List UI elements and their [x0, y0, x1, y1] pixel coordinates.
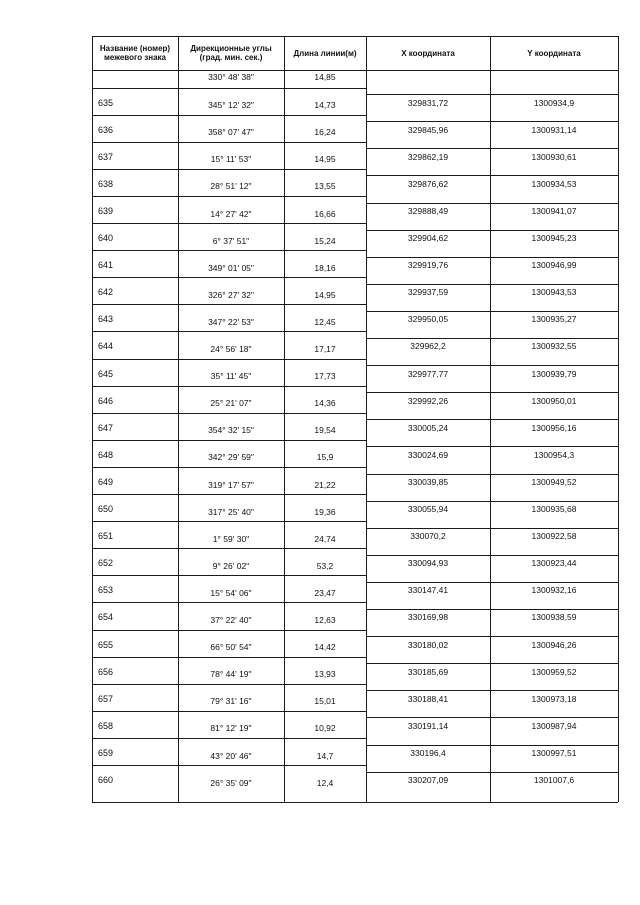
row-divider — [366, 94, 618, 95]
point-name: 640 — [98, 233, 114, 244]
segment-angle: 354° 32' 15" — [208, 425, 254, 436]
row-divider — [92, 738, 366, 739]
table-bottom-border — [92, 802, 618, 803]
point-y: 1300923,44 — [531, 558, 577, 569]
row-divider — [92, 467, 366, 468]
point-x: 329904,62 — [407, 233, 449, 244]
point-y: 1300935,68 — [531, 504, 577, 515]
row-divider — [92, 440, 366, 441]
row-divider — [366, 203, 618, 204]
segment-angle: 78° 44' 19" — [210, 669, 252, 680]
point-name: 647 — [98, 422, 114, 433]
segment-length: 14,36 — [314, 398, 336, 409]
segment-length: 19,54 — [314, 425, 336, 436]
row-divider — [92, 115, 366, 116]
point-y: 1300935,27 — [531, 314, 577, 325]
column-divider — [284, 36, 285, 802]
row-divider — [366, 555, 618, 556]
point-x: 330039,85 — [407, 476, 449, 487]
row-divider — [92, 575, 366, 576]
row-divider — [366, 446, 618, 447]
point-x: 330185,69 — [407, 666, 449, 677]
segment-length: 24,74 — [314, 533, 336, 544]
segment-angle: 358° 07' 47" — [208, 127, 254, 138]
row-divider — [366, 690, 618, 691]
header-angle: Дирекционные углы (град. мин. сек.) — [190, 44, 272, 62]
row-divider — [92, 711, 366, 712]
row-divider — [92, 657, 366, 658]
segment-length: 16,66 — [314, 208, 336, 219]
point-x: 330188,41 — [407, 693, 449, 704]
point-name: 650 — [98, 504, 114, 515]
row-divider — [92, 331, 366, 332]
segment-angle: 37° 22' 40" — [210, 615, 252, 625]
point-y: 1300930,61 — [531, 151, 577, 162]
point-y: 1300938,59 — [531, 612, 577, 623]
segment-angle: 66° 50' 54" — [210, 642, 252, 653]
point-y: 1300932,55 — [531, 341, 577, 352]
row-divider — [92, 196, 366, 197]
row-divider — [92, 169, 366, 170]
row-divider — [92, 359, 366, 360]
row-divider — [92, 494, 366, 495]
row-divider — [366, 284, 618, 285]
column-divider — [618, 36, 619, 802]
column-divider — [178, 36, 179, 802]
point-y: 1300973,18 — [531, 693, 577, 704]
point-name: 654 — [98, 612, 114, 623]
segment-angle: 35° 11' 45" — [210, 371, 252, 382]
point-name: 659 — [98, 747, 114, 758]
point-x: 330196,4 — [410, 747, 446, 758]
point-x: 330005,24 — [407, 422, 449, 433]
point-name: 660 — [98, 775, 114, 786]
segment-length: 14,73 — [314, 100, 336, 111]
header-length: Длина линии(м) — [293, 48, 357, 58]
point-x: 329919,76 — [407, 260, 449, 271]
segment-angle: 15° 11' 53" — [210, 154, 252, 165]
segment-angle: 28° 51' 12" — [210, 181, 252, 192]
point-y: 1301007,6 — [533, 775, 575, 786]
segment-angle: 349° 01' 05" — [208, 262, 254, 273]
segment-length: 13,93 — [314, 669, 336, 680]
point-y: 1300946,26 — [531, 639, 577, 650]
point-name: 643 — [98, 314, 114, 325]
point-name: 652 — [98, 558, 114, 569]
header-name: Название (номер) межевого знака — [99, 44, 171, 62]
point-name: 655 — [98, 639, 114, 650]
segment-length: 16,24 — [314, 127, 336, 138]
point-y: 1300950,01 — [531, 395, 577, 406]
segment-length: 15,9 — [316, 452, 334, 463]
point-x: 329862,19 — [407, 151, 449, 162]
row-divider — [92, 413, 366, 414]
row-divider — [366, 609, 618, 610]
point-name: 642 — [98, 287, 114, 298]
point-y: 1300946,99 — [531, 260, 577, 271]
segment-length: 21,22 — [314, 479, 336, 490]
segment-length: 15,01 — [314, 696, 336, 707]
row-divider — [366, 175, 618, 176]
segment-length: 12,63 — [314, 615, 336, 625]
segment-angle: 326° 27' 32" — [208, 289, 254, 300]
segment-angle: 81° 12' 19" — [210, 723, 252, 734]
row-divider — [366, 528, 618, 529]
point-name: 638 — [98, 178, 114, 189]
point-name: 641 — [98, 260, 114, 271]
point-y: 1300949,52 — [531, 476, 577, 487]
point-x: 330024,69 — [407, 449, 449, 460]
row-divider — [366, 474, 618, 475]
segment-length: 18,16 — [314, 262, 336, 273]
point-name: 637 — [98, 151, 114, 162]
point-y: 1300939,79 — [531, 368, 577, 379]
point-name: 649 — [98, 476, 114, 487]
point-x: 329845,96 — [407, 124, 449, 135]
row-divider — [366, 392, 618, 393]
segment-angle: 25° 21' 07" — [210, 398, 252, 409]
row-divider — [366, 365, 618, 366]
segment-angle: 6° 37' 51" — [212, 235, 250, 246]
header-x: X координата — [401, 48, 455, 58]
segment-angle: 9° 26' 02" — [212, 560, 250, 571]
point-y: 1300934,53 — [531, 178, 577, 189]
point-y: 1300997,51 — [531, 747, 577, 758]
row-divider — [366, 257, 618, 258]
row-divider — [92, 142, 366, 143]
point-y: 1300956,16 — [531, 422, 577, 433]
point-y: 1300941,07 — [531, 205, 577, 216]
point-name: 646 — [98, 395, 114, 406]
point-name: 648 — [98, 449, 114, 460]
row-divider — [92, 277, 366, 278]
point-y: 1300945,23 — [531, 233, 577, 244]
point-y: 1300931,14 — [531, 124, 577, 135]
row-divider — [92, 304, 366, 305]
row-divider — [366, 745, 618, 746]
row-divider — [92, 250, 366, 251]
point-name: 658 — [98, 720, 114, 731]
column-divider — [92, 36, 93, 802]
point-x: 329888,49 — [407, 205, 449, 216]
point-name: 657 — [98, 693, 114, 704]
point-x: 329831,72 — [407, 97, 449, 108]
point-x: 329977,77 — [407, 368, 449, 379]
row-divider — [92, 630, 366, 631]
segment-length: 17,17 — [314, 344, 336, 354]
row-divider — [92, 684, 366, 685]
point-x: 330070,2 — [410, 531, 446, 542]
segment-length: 10,92 — [314, 723, 336, 734]
point-y: 1300987,94 — [531, 720, 577, 731]
point-y: 1300954,3 — [533, 449, 575, 460]
segment-length: 23,47 — [314, 587, 336, 598]
segment-angle: 1° 59' 30" — [212, 533, 250, 544]
row-divider — [366, 582, 618, 583]
row-divider — [366, 148, 618, 149]
row-divider — [366, 636, 618, 637]
segment-angle: 26° 35' 09" — [210, 777, 252, 788]
segment-length: 12,4 — [316, 777, 334, 788]
point-y: 1300932,16 — [531, 585, 577, 596]
point-x: 329876,62 — [407, 178, 449, 189]
point-x: 330180,02 — [407, 639, 449, 650]
segment-length: 14,7 — [316, 750, 334, 761]
row-divider — [366, 772, 618, 773]
row-divider — [366, 121, 618, 122]
segment-angle: 14° 27' 42" — [210, 208, 252, 219]
row-divider — [92, 765, 366, 766]
segment-angle: 342° 29' 59" — [208, 452, 254, 463]
first-length: 14,85 — [314, 72, 336, 82]
point-x: 330207,09 — [407, 775, 449, 786]
point-name: 636 — [98, 124, 114, 135]
point-name: 644 — [98, 341, 114, 352]
point-x: 330147,41 — [407, 585, 449, 596]
point-name: 639 — [98, 205, 114, 216]
table-top-border — [92, 36, 618, 37]
point-y: 1300934,9 — [533, 97, 575, 108]
row-divider — [92, 223, 366, 224]
segment-length: 12,45 — [314, 316, 336, 327]
segment-length: 13,55 — [314, 181, 336, 192]
point-x: 329950,05 — [407, 314, 449, 325]
row-divider — [366, 230, 618, 231]
segment-angle: 319° 17' 57" — [208, 479, 254, 490]
first-angle: 330° 48' 38" — [208, 72, 254, 82]
row-divider — [366, 338, 618, 339]
row-divider — [366, 663, 618, 664]
row-divider — [92, 602, 366, 603]
segment-length: 53,2 — [316, 560, 334, 571]
segment-length: 14,95 — [314, 154, 336, 165]
segment-angle: 24° 56' 18" — [210, 344, 252, 354]
segment-angle: 79° 31' 16" — [210, 696, 252, 707]
segment-angle: 345° 12' 32" — [208, 100, 254, 111]
header-bottom-border — [92, 70, 618, 71]
point-name: 635 — [98, 97, 114, 108]
row-divider — [366, 717, 618, 718]
segment-length: 15,24 — [314, 235, 336, 246]
point-x: 330191,14 — [407, 720, 449, 731]
segment-angle: 317° 25' 40" — [208, 506, 254, 517]
point-x: 330169,98 — [407, 612, 449, 623]
segment-length: 19,36 — [314, 506, 336, 517]
point-x: 330094,93 — [407, 558, 449, 569]
segment-angle: 15° 54' 06" — [210, 587, 252, 598]
segment-length: 17,73 — [314, 371, 336, 382]
row-divider — [92, 386, 366, 387]
segment-length: 14,42 — [314, 642, 336, 653]
point-name: 656 — [98, 666, 114, 677]
row-divider — [366, 501, 618, 502]
row-divider — [92, 521, 366, 522]
segment-length: 14,95 — [314, 289, 336, 300]
point-name: 651 — [98, 531, 114, 542]
header-y: Y координата — [527, 48, 581, 58]
point-y: 1300922,58 — [531, 531, 577, 542]
row-divider — [92, 548, 366, 549]
segment-angle: 347° 22' 53" — [208, 316, 254, 327]
point-name: 653 — [98, 585, 114, 596]
row-divider — [92, 88, 366, 89]
row-divider — [366, 419, 618, 420]
point-x: 329992,26 — [407, 395, 449, 406]
row-divider — [366, 311, 618, 312]
point-name: 645 — [98, 368, 114, 379]
point-x: 329962,2 — [410, 341, 446, 352]
point-x: 329937,59 — [407, 287, 449, 298]
point-y: 1300943,53 — [531, 287, 577, 298]
segment-angle: 43° 20' 46" — [210, 750, 252, 761]
point-x: 330055,94 — [407, 504, 449, 515]
point-y: 1300959,52 — [531, 666, 577, 677]
